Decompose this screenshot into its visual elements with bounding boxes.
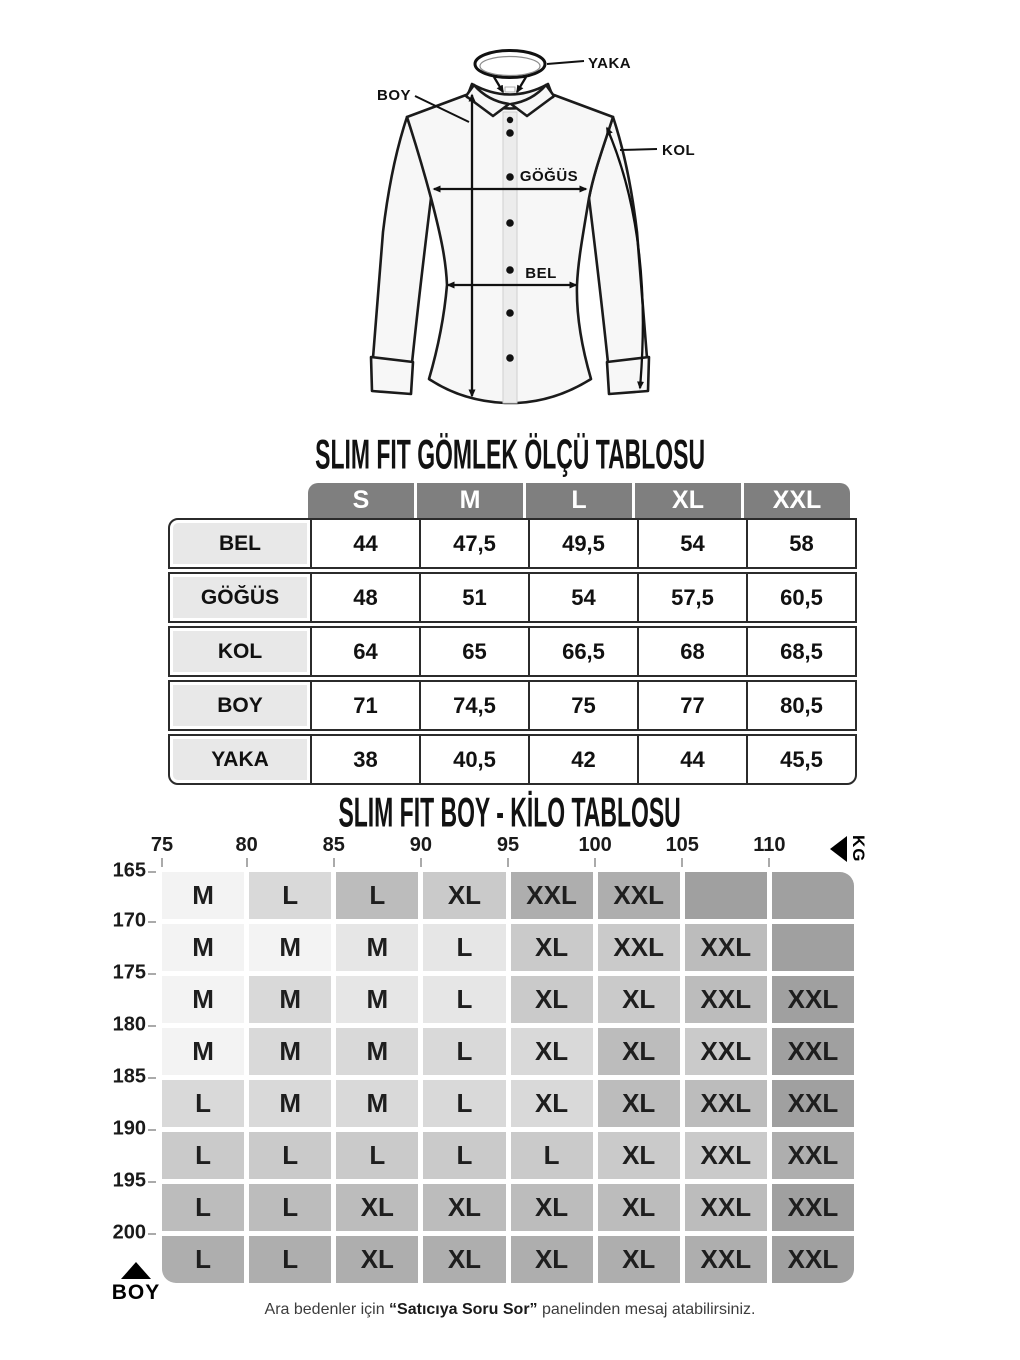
shirt-button (506, 266, 514, 274)
matrix-cell (772, 872, 854, 919)
matrix-cell: XL (598, 1132, 680, 1179)
boy-tick-label: 200 (112, 1220, 146, 1243)
table-cell-value: 48 (310, 574, 419, 621)
table-cell-value: 64 (310, 628, 419, 675)
matrix-cell: M (336, 1080, 418, 1127)
yaka-label: YAKA (588, 55, 632, 72)
matrix-cell: XL (336, 1236, 418, 1283)
matrix-cell: M (249, 976, 331, 1023)
matrix-cell: M (249, 924, 331, 971)
matrix-cell: L (162, 1236, 244, 1283)
table-cell-value: 47,5 (419, 520, 528, 567)
matrix-cell: XXL (598, 872, 680, 919)
kg-tick-label: 90 (409, 834, 432, 856)
table-row (168, 734, 857, 785)
matrix-title: SLIM FIT BOY - KİLO TABLOSU (338, 788, 682, 836)
table-cell-value: 60,5 (746, 574, 855, 621)
boy-tick-label: 190 (112, 1116, 146, 1139)
kg-axis-marker (830, 832, 868, 866)
matrix-cell: L (249, 872, 331, 919)
size-column-header: S (308, 483, 414, 518)
kg-tick-mark (246, 858, 248, 867)
matrix-cell (772, 924, 854, 971)
boy-arrow-icon (121, 1262, 151, 1279)
boy-tick-label: 170 (112, 908, 146, 931)
shirt-button (506, 173, 514, 181)
matrix-cell: M (249, 1080, 331, 1127)
matrix-cell: L (423, 1080, 505, 1127)
table-row (168, 572, 857, 623)
shirt-button (507, 117, 513, 123)
table-cell-value: 42 (528, 736, 637, 783)
table-row (168, 626, 857, 677)
matrix-cell: M (162, 872, 244, 919)
matrix-cell: XXL (685, 1132, 767, 1179)
boy-tick-label: 185 (112, 1064, 146, 1087)
matrix-cell: XXL (598, 924, 680, 971)
matrix-cell: XL (598, 1236, 680, 1283)
matrix-cell: L (249, 1236, 331, 1283)
matrix-cell: L (162, 1132, 244, 1179)
row-label: GÖĞÜS (170, 574, 310, 621)
size-table-title: SLIM FIT GÖMLEK ÖLÇÜ TABLOSU (315, 430, 705, 478)
kol-connector-line (620, 149, 657, 150)
table-cell-value: 49,5 (528, 520, 637, 567)
table-cell-value: 68,5 (746, 628, 855, 675)
table-cell-value: 74,5 (419, 682, 528, 729)
size-table-header (308, 483, 850, 518)
table-cell-value: 38 (310, 736, 419, 783)
matrix-cell: L (423, 1028, 505, 1075)
matrix-cell: XL (511, 976, 593, 1023)
kg-arrow-icon (830, 836, 847, 862)
table-cell-value: 65 (419, 628, 528, 675)
matrix-cell: XL (423, 872, 505, 919)
table-cell-value: 45,5 (746, 736, 855, 783)
row-label: BOY (170, 682, 310, 729)
kg-tick-label: 85 (322, 834, 345, 856)
matrix-cell: XXL (772, 1132, 854, 1179)
boy-tick-label: 180 (112, 1012, 146, 1035)
matrix-cell: L (336, 1132, 418, 1179)
matrix-cell: M (162, 924, 244, 971)
size-column-header: XXL (744, 483, 850, 518)
table-cell-value: 66,5 (528, 628, 637, 675)
table-cell-value: 77 (637, 682, 746, 729)
matrix-cell: M (162, 1028, 244, 1075)
collar-loop-arrow-left (494, 77, 503, 92)
row-label: YAKA (170, 736, 310, 783)
matrix-cell: XXL (772, 1080, 854, 1127)
shirt-button (506, 219, 514, 227)
footnote: Ara bedenler için “Satıcıya Soru Sor” panelinden mesaj atabilirsiniz. (264, 1301, 756, 1318)
table-cell-value: 80,5 (746, 682, 855, 729)
boy-tick-mark (148, 1181, 156, 1183)
boy-tick-mark (148, 871, 156, 873)
matrix-cell: XXL (685, 1236, 767, 1283)
matrix-cell (685, 872, 767, 919)
kg-tick-mark (768, 858, 770, 867)
matrix-cell: L (249, 1184, 331, 1231)
kg-tick-label: 80 (235, 834, 258, 856)
size-column-header: M (417, 483, 523, 518)
matrix-cell: M (336, 976, 418, 1023)
collar-loop-arrow-right (517, 77, 526, 92)
size-column-header: XL (635, 483, 741, 518)
kg-tick-label: 75 (150, 834, 174, 856)
matrix-cell: XL (511, 1028, 593, 1075)
matrix-cell: XXL (772, 1028, 854, 1075)
collar-loop (475, 51, 545, 78)
matrix-cell: XL (423, 1184, 505, 1231)
kg-axis-label: KG (849, 835, 868, 863)
kg-tick-label: 95 (496, 834, 520, 856)
size-matrix (162, 872, 854, 1283)
kg-tick-label: 100 (578, 834, 612, 856)
boy-label: BOY (376, 87, 411, 104)
gogus-label: GÖĞÜS (519, 168, 579, 185)
matrix-cell: XL (511, 1080, 593, 1127)
matrix-cell: XL (336, 1184, 418, 1231)
matrix-cell: XXL (685, 1080, 767, 1127)
matrix-cell: XL (598, 1184, 680, 1231)
kg-tick-mark (594, 858, 596, 867)
matrix-cell: XXL (685, 1184, 767, 1231)
matrix-cell: XXL (511, 872, 593, 919)
matrix-cell: L (423, 924, 505, 971)
matrix-cell: XXL (685, 1028, 767, 1075)
boy-tick-label: 175 (112, 960, 146, 983)
table-cell-value: 68 (637, 628, 746, 675)
boy-tick-label: 165 (112, 859, 146, 882)
matrix-cell: XXL (685, 976, 767, 1023)
matrix-cell: XL (598, 1028, 680, 1075)
boy-axis-marker (106, 1262, 166, 1305)
matrix-cell: XXL (772, 1236, 854, 1283)
matrix-cell: L (511, 1132, 593, 1179)
table-cell-value: 40,5 (419, 736, 528, 783)
kg-tick-mark (333, 858, 335, 867)
shirt-collar-tag (505, 87, 515, 92)
matrix-cell: XL (598, 976, 680, 1023)
kg-tick-label: 105 (665, 834, 699, 856)
table-cell-value: 58 (746, 520, 855, 567)
matrix-cell: L (423, 976, 505, 1023)
kg-tick-mark (420, 858, 422, 867)
boy-tick-mark (148, 1025, 156, 1027)
matrix-cell: XXL (772, 976, 854, 1023)
table-cell-value: 54 (528, 574, 637, 621)
matrix-cell: L (336, 872, 418, 919)
kg-tick-mark (681, 858, 683, 867)
size-table (168, 518, 857, 785)
matrix-cell: XL (511, 1236, 593, 1283)
size-column-header: L (526, 483, 632, 518)
matrix-cell: M (336, 1028, 418, 1075)
matrix-cell: XXL (772, 1184, 854, 1231)
kg-tick-mark (507, 858, 509, 867)
table-cell-value: 75 (528, 682, 637, 729)
table-row (168, 680, 857, 731)
boy-tick-mark (148, 1129, 156, 1131)
shirt-button (506, 354, 514, 362)
boy-tick-mark (148, 973, 156, 975)
bel-label: BEL (525, 265, 557, 282)
matrix-cell: XL (598, 1080, 680, 1127)
shirt-button (506, 129, 514, 137)
boy-tick-mark (148, 921, 156, 923)
matrix-cell: XXL (685, 924, 767, 971)
boy-tick-mark (148, 1233, 156, 1235)
matrix-cell: XL (511, 924, 593, 971)
boy-axis (100, 859, 158, 1292)
yaka-connector-line (547, 61, 584, 64)
table-cell-value: 51 (419, 574, 528, 621)
boy-tick-label: 195 (112, 1168, 146, 1191)
matrix-cell: XL (423, 1236, 505, 1283)
table-cell-value: 44 (637, 736, 746, 783)
table-cell-value: 57,5 (637, 574, 746, 621)
shirt-diagram (0, 0, 1020, 430)
row-label: BEL (170, 520, 310, 567)
matrix-cell: L (249, 1132, 331, 1179)
matrix-cell: L (162, 1184, 244, 1231)
boy-axis-label: BOY (111, 1281, 161, 1304)
matrix-cell: M (336, 924, 418, 971)
kg-tick-mark (161, 858, 163, 867)
matrix-cell: M (162, 976, 244, 1023)
matrix-cell: L (162, 1080, 244, 1127)
row-label: KOL (170, 628, 310, 675)
matrix-cell: L (423, 1132, 505, 1179)
table-cell-value: 44 (310, 520, 419, 567)
shirt-button (506, 309, 514, 317)
matrix-cell: XL (511, 1184, 593, 1231)
matrix-cell: M (249, 1028, 331, 1075)
kol-label: KOL (662, 142, 696, 159)
table-row (168, 518, 857, 569)
table-cell-value: 71 (310, 682, 419, 729)
footnote-bold: “Satıcıya Soru Sor” (389, 1301, 538, 1318)
shirt-left-cuff (371, 357, 413, 394)
kg-tick-label: 110 (753, 834, 786, 856)
kg-axis (150, 834, 854, 870)
boy-tick-mark (148, 1077, 156, 1079)
table-cell-value: 54 (637, 520, 746, 567)
